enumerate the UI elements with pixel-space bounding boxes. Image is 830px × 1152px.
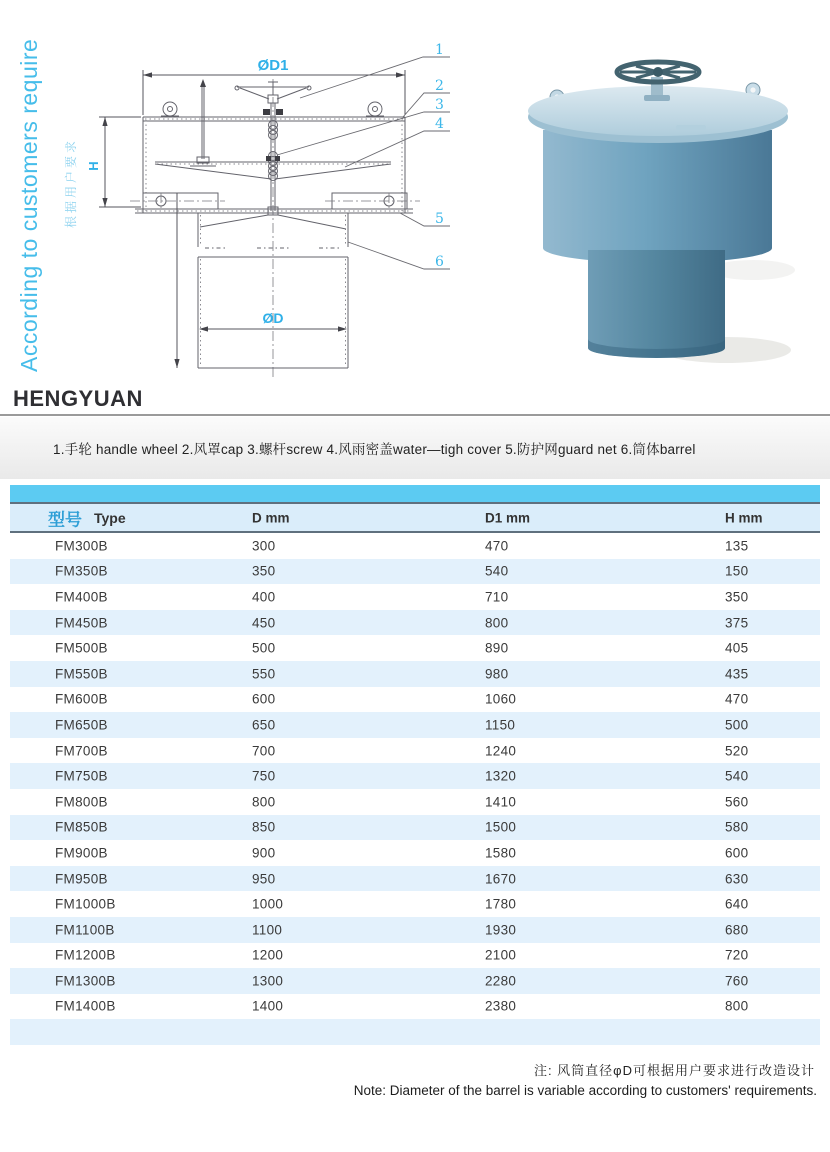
- cell-model: FM500B: [55, 640, 108, 656]
- cell-value: 560: [725, 794, 749, 810]
- cell-value: 1670: [485, 871, 517, 887]
- parts-legend: [0, 417, 830, 479]
- table-row: [10, 687, 820, 713]
- table-row: [10, 661, 820, 687]
- cell-value: 600: [252, 691, 276, 707]
- cell-value: 500: [725, 717, 749, 733]
- cell-value: 850: [252, 819, 276, 835]
- cell-model: FM950B: [55, 871, 108, 887]
- table-row: [10, 635, 820, 661]
- table-row: [10, 917, 820, 943]
- note-chinese: 注: 风筒直径φD可根据用户要求进行改造设计: [533, 1063, 815, 1078]
- cell-value: 350: [725, 589, 749, 605]
- table-row: [10, 610, 820, 636]
- cell-value: 450: [252, 615, 276, 631]
- legend-text: 1.手轮 handle wheel 2.风罩cap 3.螺杆screw 4.风雨密盖water—tigh cover 5.防护网guard net 6.筒体barrel: [53, 442, 696, 457]
- cell-value: 135: [725, 538, 749, 554]
- cell-value: 800: [485, 615, 509, 631]
- cell-value: 300: [252, 538, 276, 554]
- cell-value: 580: [725, 819, 749, 835]
- cell-value: 405: [725, 640, 749, 656]
- cell-value: 600: [725, 845, 749, 861]
- empty-row: [10, 1019, 820, 1045]
- cell-value: 435: [725, 666, 749, 682]
- cell-value: 540: [725, 768, 749, 784]
- cell-model: FM450B: [55, 615, 108, 631]
- cell-model: FM800B: [55, 794, 108, 810]
- cell-value: 1300: [252, 973, 284, 989]
- cell-model: FM400B: [55, 589, 108, 605]
- cell-value: 760: [725, 973, 749, 989]
- callout-2: 2: [435, 78, 444, 94]
- cell-value: 1320: [485, 768, 517, 784]
- technical-drawing: [85, 35, 465, 385]
- table-accent-bar: [10, 485, 820, 502]
- callout-4: 4: [435, 116, 444, 132]
- cell-value: 890: [485, 640, 509, 656]
- cell-model: FM300B: [55, 538, 108, 554]
- cell-value: 1000: [252, 896, 284, 912]
- cell-value: 2380: [485, 998, 517, 1014]
- table-row: [10, 763, 820, 789]
- cell-value: 800: [725, 998, 749, 1014]
- cell-model: FM900B: [55, 845, 108, 861]
- callout-3: 3: [435, 97, 444, 113]
- cell-value: 1410: [485, 794, 517, 810]
- col-header-h: H mm: [725, 510, 763, 525]
- cell-value: 470: [725, 691, 749, 707]
- callout-1: 1: [435, 42, 444, 58]
- cell-value: 2280: [485, 973, 517, 989]
- table-row: [10, 533, 820, 559]
- cell-value: 500: [252, 640, 276, 656]
- cell-value: 2100: [485, 947, 517, 963]
- dim-label-h: H: [86, 161, 101, 171]
- cell-value: 1930: [485, 922, 517, 938]
- table-row: [10, 584, 820, 610]
- cell-model: FM1300B: [55, 973, 116, 989]
- col-header-type-en: Type: [94, 509, 126, 526]
- cell-value: 540: [485, 563, 509, 579]
- cell-value: 950: [252, 871, 276, 887]
- table-row: [10, 559, 820, 585]
- note-english: Note: Diameter of the barrel is variable according to customers' requirements.: [353, 1083, 817, 1098]
- brand-title: HENGYUAN: [13, 386, 143, 411]
- cell-value: 800: [252, 794, 276, 810]
- table-row: [10, 866, 820, 892]
- cell-value: 350: [252, 563, 276, 579]
- cell-model: FM1400B: [55, 998, 116, 1014]
- cell-value: 150: [725, 563, 749, 579]
- table-row: [10, 891, 820, 917]
- divider-rule: [0, 414, 830, 416]
- table-row: [10, 712, 820, 738]
- cell-value: 1100: [252, 922, 283, 938]
- cell-value: 710: [485, 589, 509, 605]
- cell-value: 1060: [485, 691, 517, 707]
- cell-model: FM350B: [55, 563, 108, 579]
- cell-value: 650: [252, 717, 276, 733]
- cell-value: 630: [725, 871, 749, 887]
- col-header-d1: D1 mm: [485, 510, 531, 525]
- table-row: [10, 968, 820, 994]
- dim-label-d1: ØD1: [257, 57, 289, 74]
- table-row: [10, 943, 820, 969]
- table-row: [10, 994, 820, 1020]
- table-row: [10, 815, 820, 841]
- cell-value: 720: [725, 947, 749, 963]
- cell-value: 900: [252, 845, 276, 861]
- cell-value: 700: [252, 743, 276, 759]
- dim-label-d: ØD: [262, 310, 284, 326]
- col-header-type-cn: 型号: [48, 510, 82, 529]
- cell-model: FM700B: [55, 743, 108, 759]
- cell-model: FM650B: [55, 717, 108, 733]
- vertical-text-chinese: 根据用户要求: [64, 137, 78, 228]
- table-row: [10, 789, 820, 815]
- cell-value: 750: [252, 768, 276, 784]
- table-header: [10, 502, 820, 533]
- cell-value: 1400: [252, 998, 284, 1014]
- vertical-text-english: According to customers require: [16, 38, 42, 372]
- cell-model: FM850B: [55, 819, 108, 835]
- spec-table: [10, 502, 820, 1045]
- cell-value: 680: [725, 922, 749, 938]
- col-header-d: D mm: [252, 510, 290, 525]
- cell-value: 1240: [485, 743, 517, 759]
- callout-6: 6: [435, 254, 444, 270]
- cell-value: 1580: [485, 845, 517, 861]
- cell-model: FM600B: [55, 691, 108, 707]
- cell-model: FM1200B: [55, 947, 116, 963]
- cell-value: 550: [252, 666, 276, 682]
- cell-value: 375: [725, 615, 749, 631]
- callout-5: 5: [435, 211, 444, 227]
- cell-value: 1500: [485, 819, 517, 835]
- cell-value: 980: [485, 666, 509, 682]
- cell-value: 470: [485, 538, 509, 554]
- cell-value: 1780: [485, 896, 517, 912]
- table-row: [10, 840, 820, 866]
- product-photo: [498, 45, 810, 380]
- cell-value: 640: [725, 896, 749, 912]
- cell-model: FM550B: [55, 666, 108, 682]
- cell-model: FM750B: [55, 768, 108, 784]
- table-row: [10, 738, 820, 764]
- cell-value: 520: [725, 743, 749, 759]
- cell-value: 1150: [485, 717, 516, 733]
- cell-model: FM1000B: [55, 896, 116, 912]
- cell-value: 400: [252, 589, 276, 605]
- spec-table-body: [10, 533, 820, 1019]
- cell-model: FM1100B: [55, 922, 115, 938]
- cell-value: 1200: [252, 947, 284, 963]
